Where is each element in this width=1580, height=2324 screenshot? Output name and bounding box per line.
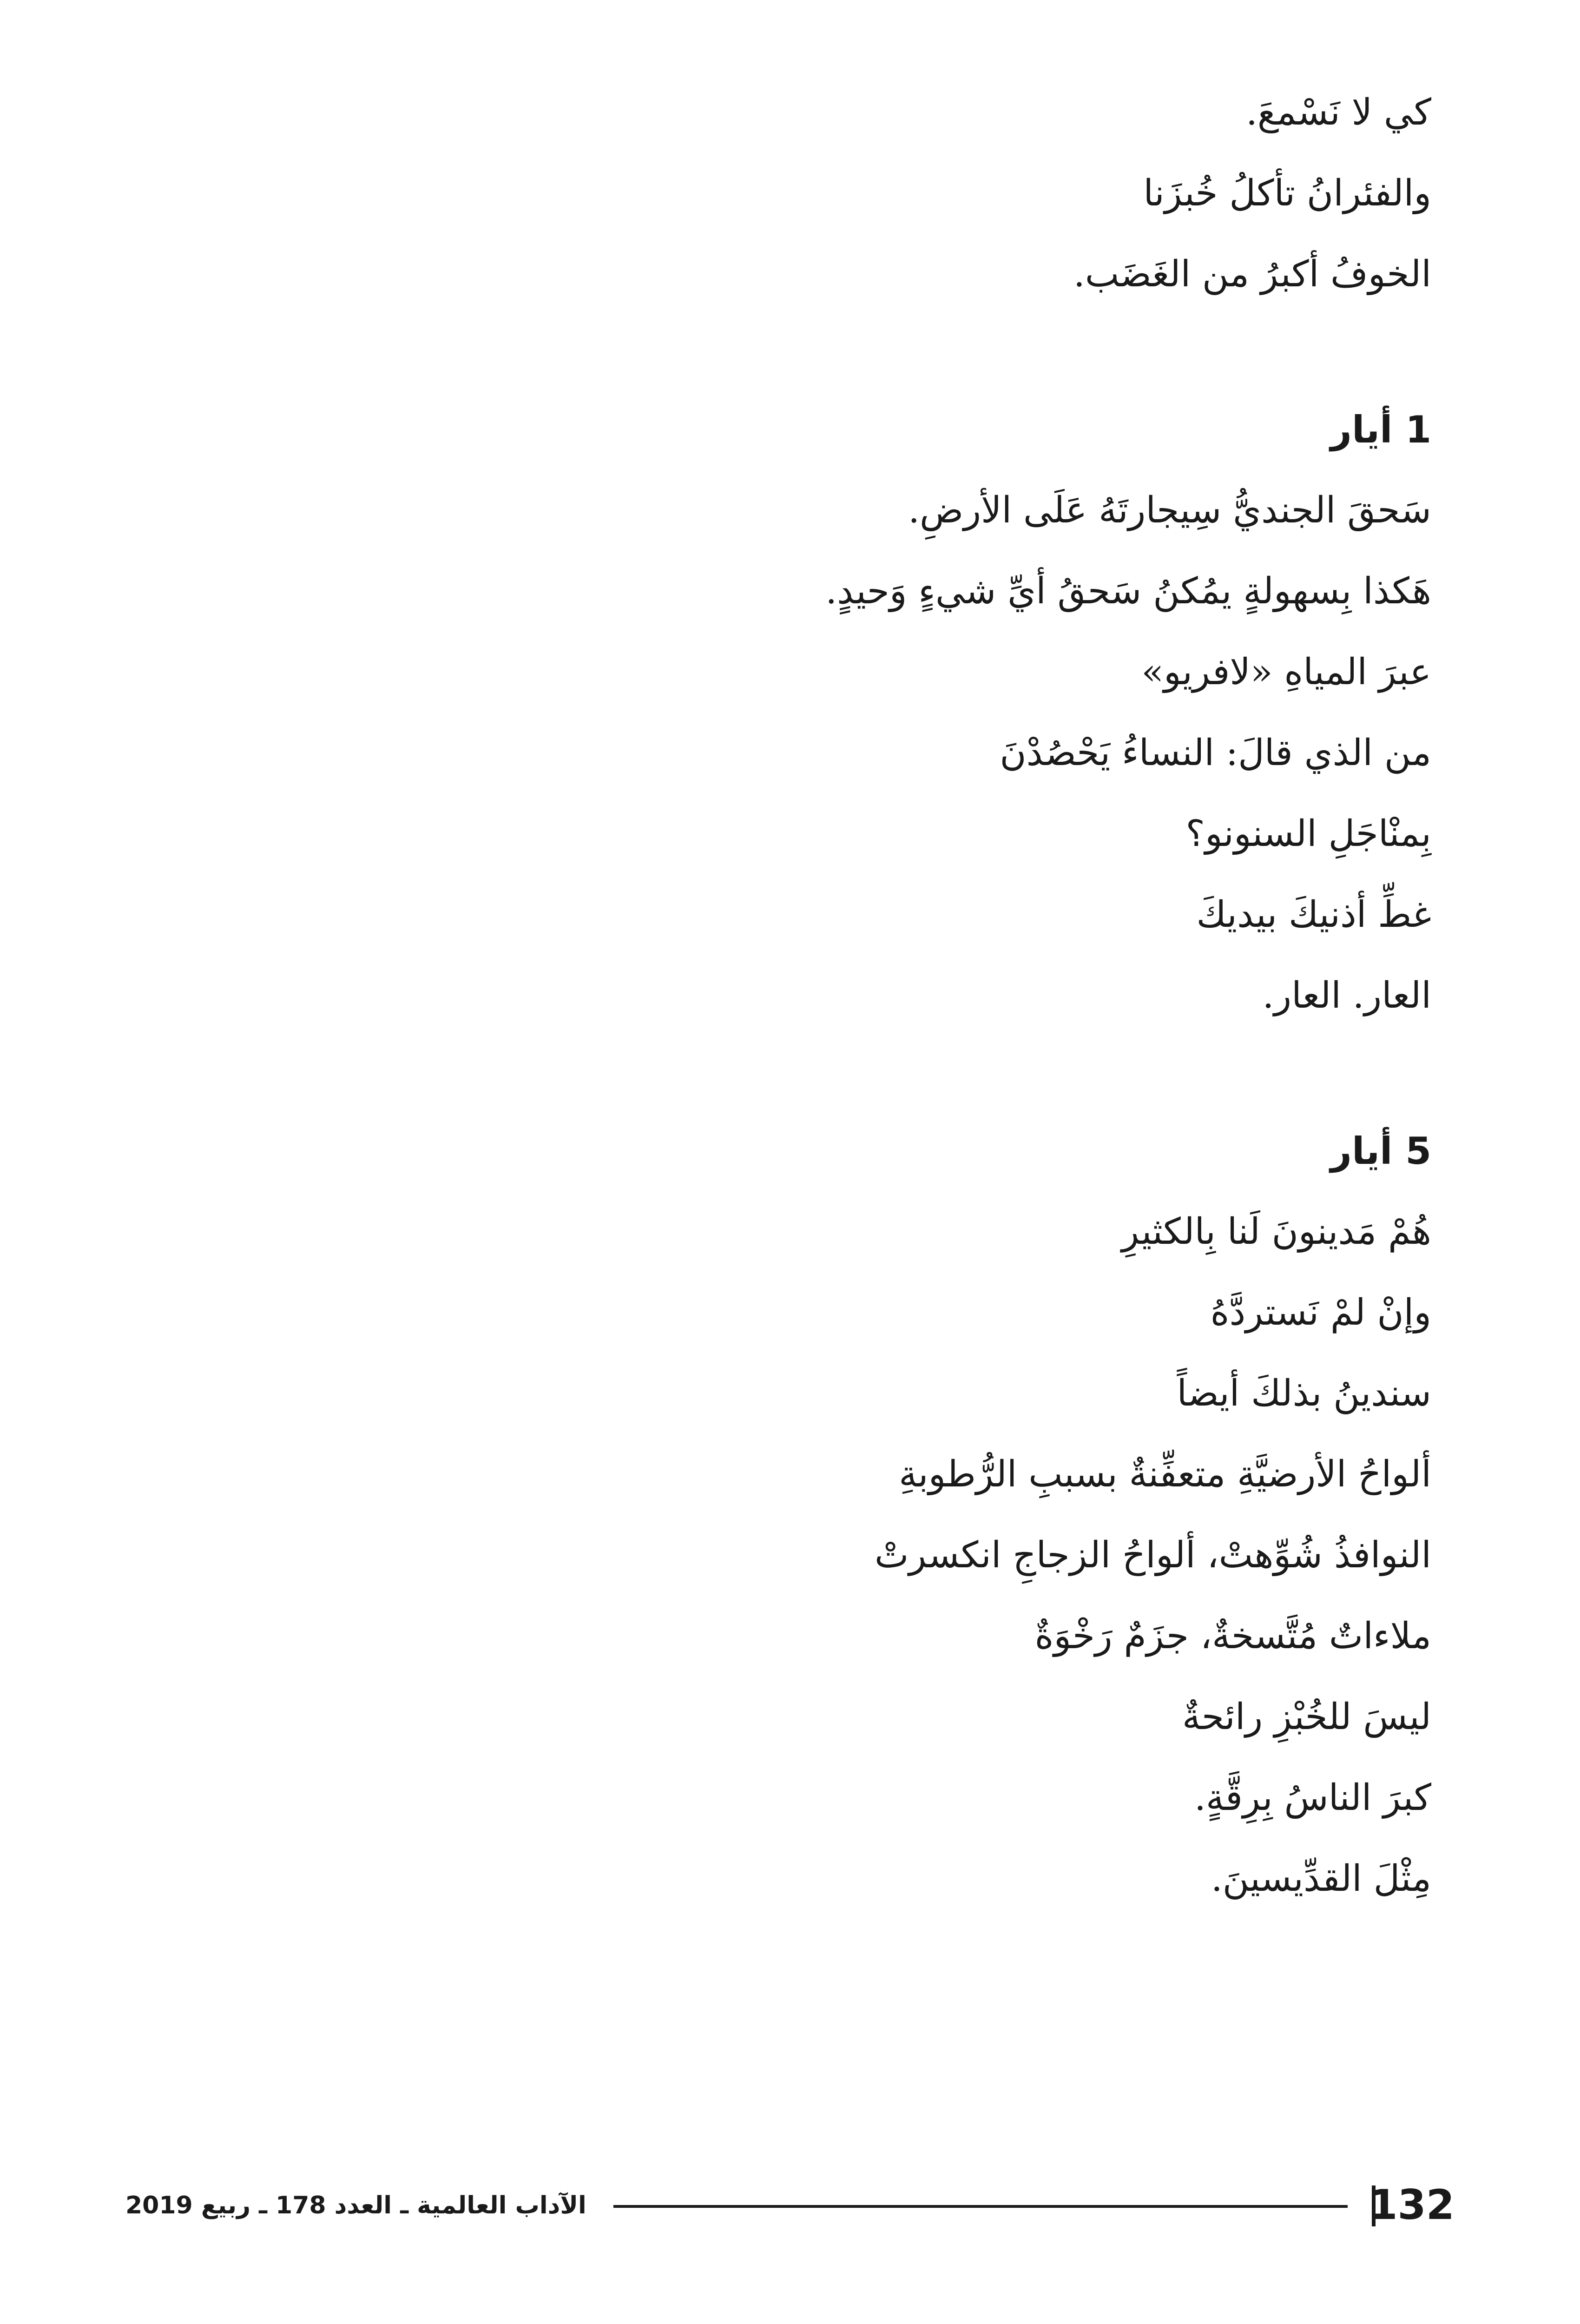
poem-line: ليسَ للخُبْزِ رائحةٌ [1182, 1696, 1431, 1738]
poem-line: عبرَ المياهِ «لافريو» [1141, 651, 1431, 693]
poem-line: الخوفُ أكبرُ من الغَضَب. [1073, 253, 1431, 295]
section-heading: 1 أيار [1330, 408, 1431, 451]
poem-line: النوافذُ شُوِّهتْ، ألواحُ الزجاجِ انكسرتْ [875, 1534, 1431, 1576]
footer-divider [613, 2205, 1348, 2208]
section-5-may [130, 1127, 1431, 1935]
poem-line: كي لا نَسْمعَ. [1246, 92, 1431, 133]
poem-line: العار. العار. [1262, 975, 1431, 1017]
poem-line: سندينُ بذلكَ أيضاً [1177, 1373, 1431, 1414]
poem-line: هُمْ مَدينونَ لَنا بِالكثيرِ [1121, 1211, 1431, 1253]
poem-line: كبرَ الناسُ بِرِقَّةٍ. [1194, 1777, 1431, 1819]
stanza-gap [130, 331, 1431, 405]
poem-line: ملاءاتٌ مُتَّسخةٌ، جزَمٌ رَخْوَةٌ [1034, 1615, 1431, 1657]
page-number: 132 [1369, 2181, 1455, 2229]
poem-line: غطِّ أذنيكَ بيديكَ [1196, 894, 1431, 936]
page-footer [125, 2175, 1455, 2236]
poem-line: ألواحُ الأرضيَّةِ متعفِّنةٌ بسببِ الرُّطوبةِ [899, 1453, 1431, 1495]
poem-line: هَكذا بِسهولةٍ يمُكنُ سَحقُ أيِّ شيءٍ وَحيدٍ. [825, 570, 1431, 612]
poem-line: مِثْلَ القدِّيسينَ. [1211, 1858, 1431, 1900]
poem-line: والفئرانُ تأكلُ خُبزَنا [1143, 172, 1431, 214]
section-1-may [130, 405, 1431, 1052]
stanza-gap [130, 1052, 1431, 1127]
section-heading: 5 أيار [1330, 1129, 1431, 1173]
journal-issue-label: الآداب العالمية ـ العدد 178 ـ ربيع 2019 [125, 2192, 586, 2219]
poem-line: سَحقَ الجنديُّ سِيجارتَهُ عَلَى الأرضِ. [908, 489, 1431, 531]
poem-line: وإنْ لمْ نَستردَّهُ [1210, 1292, 1431, 1334]
poem-body [130, 88, 1431, 1935]
poem-line: بِمنْاجَلِ السنونو؟ [1185, 813, 1431, 855]
poem-line: من الذي قالَ: النساءُ يَحْصُدْنَ [1000, 732, 1431, 774]
opening-stanza [130, 88, 1431, 331]
